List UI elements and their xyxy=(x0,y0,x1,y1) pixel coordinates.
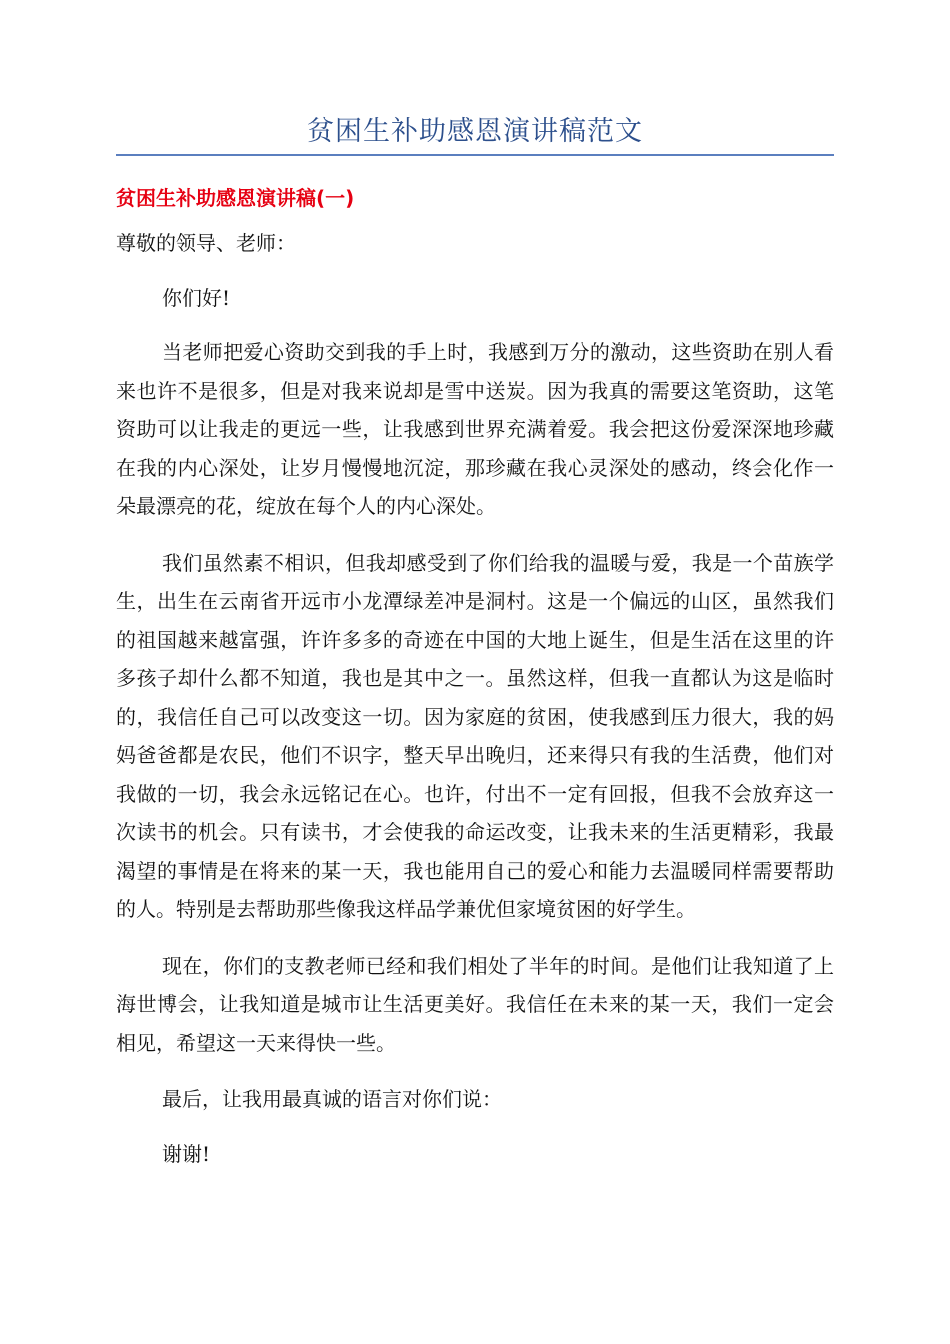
body-paragraph-3: 现在，你们的支教老师已经和我们相处了半年的时间。是他们让我知道了上海世博会，让我知道是城市让生活更美好。我信任在未来的某一天，我们一定会相见，希望这一天来得快一些。 xyxy=(116,953,834,1055)
body-paragraph-1: 当老师把爱心资助交到我的手上时，我感到万分的激动，这些资助在别人看来也许不是很多，但是对我来说却是雪中送炭。因为我真的需要这笔资助，这笔资助可以让我走的更远一些，让我感到世界充满着爱。我会把这份爱深深地珍藏在我的内心深处，让岁月慢慢地沉淀，那珍藏在我心灵深处的感动，终会化作一朵最漂亮的花，绽放在每个人的内心深处。 xyxy=(116,340,834,518)
body-paragraph-2: 我们虽然素不相识，但我却感受到了你们给我的温暖与爱，我是一个苗族学生，出生在云南省开远市小龙潭绿差冲是洞村。这是一个偏远的山区，虽然我们的祖国越来越富强，许许多多的奇迹在中国的大地上诞生，但是生活在这里的许多孩子却什么都不知道，我也是其中之一。虽然这样，但我一直都认为这是临时的，我信任自己可以改变这一切。因为家庭的贫困，使我感到压力很大，我的妈妈爸爸都是农民，他们不识字，整天早出晚归，还来得只有我的生活费，他们对我做的一切，我会永远铭记在心。也许，付出不一定有回报，但我不会放弃这一次读书的机会。只有读书，才会使我的命运改变，让我未来的生活更精彩，我最渴望的事情是在将来的某一天，我也能用自己的爱心和能力去温暖同样需要帮助的人。特别是去帮助那些像我这样品学兼优但家境贫困的好学生。 xyxy=(116,550,834,921)
document-title: 贫困生补助感恩演讲稿范文 xyxy=(307,116,643,147)
salutation: 尊敬的领导、老师： xyxy=(116,231,296,255)
section-heading: 贫困生补助感恩演讲稿(一) xyxy=(116,186,355,210)
closing-thanks: 谢谢! xyxy=(162,1141,211,1166)
body-paragraph-4: 最后，让我用最真诚的语言对你们说： xyxy=(162,1087,502,1111)
title-underline xyxy=(116,154,834,156)
greeting: 你们好! xyxy=(162,285,231,310)
